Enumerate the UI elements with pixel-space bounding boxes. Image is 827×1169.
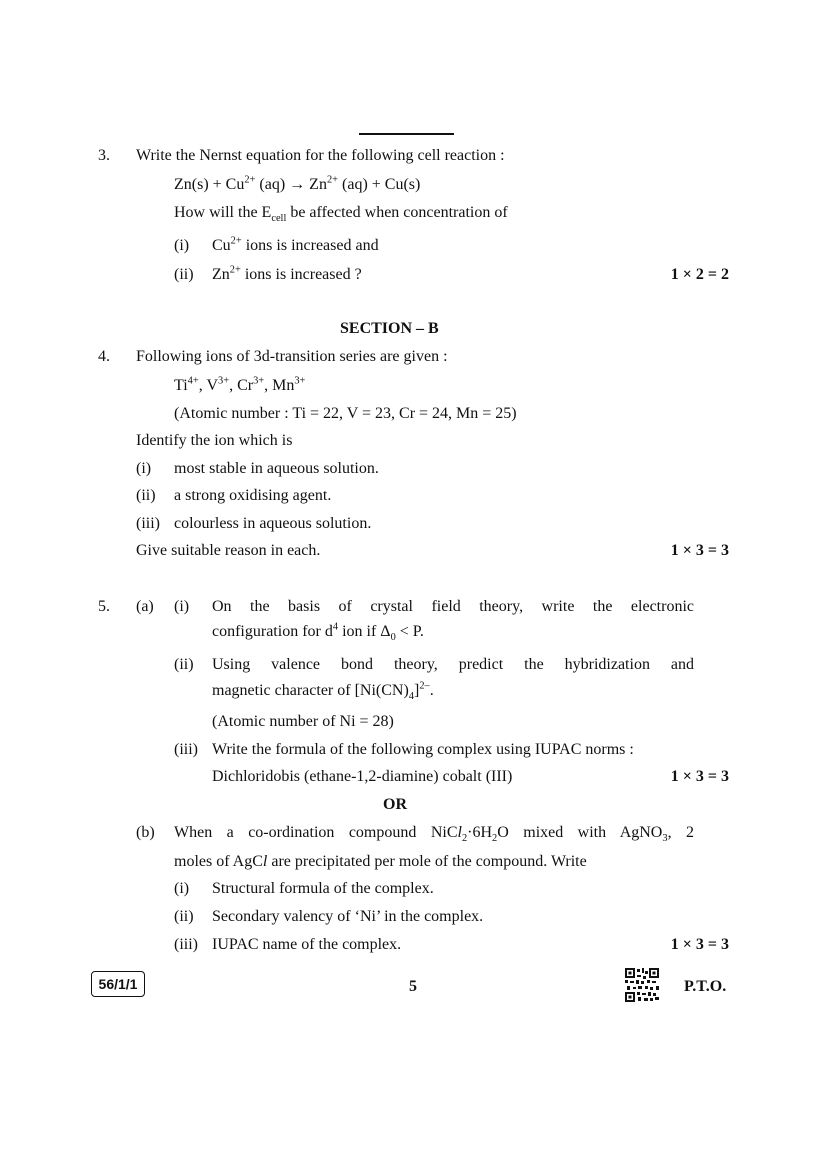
q5-number: 5. [98, 598, 110, 615]
q3-part-label: (ii) [174, 266, 194, 283]
q3-stem: Write the Nernst equation for the following cell reaction : [136, 147, 505, 164]
q4-ions: $Ti^{4+}$, $V^{3+}$, $Cr^{3+}$, $Mn^{3+}$ [174, 375, 306, 394]
q4-part-label: (i) [136, 460, 152, 477]
q5-a-marks: 1 × 3 = 3 [670, 768, 729, 785]
q4-reason: Give suitable reason in each. [136, 542, 321, 559]
q4-identify: Identify the ion which is [136, 432, 293, 449]
q5-a-label: (a) [136, 598, 154, 615]
q3-reaction: $Zn(s) + Cu^{2+}$ $(aq) \to Zn^{2+}$ (aq) + Cu(s) [174, 174, 421, 193]
pto-label: P.T.O. [684, 978, 727, 995]
q3-ask: How will the $E_{cell}$ be affected when concentration of [174, 204, 508, 225]
q5-b-part-text: Structural formula of the complex. [212, 880, 434, 897]
q4-part-text: most stable in aqueous solution. [174, 460, 379, 477]
page-number: 5 [409, 978, 417, 995]
q5-b-line2: moles of AgCl are precipitated per mole of the compound. Write [174, 853, 587, 870]
q5-a3-line1: Write the formula of the following complex using IUPAC norms : [212, 741, 634, 758]
q4-marks: 1 × 3 = 3 [670, 542, 729, 559]
q3-number: 3. [98, 147, 110, 164]
paper-code: 56/1/1 [91, 971, 145, 997]
q4-part-label: (iii) [136, 515, 160, 532]
q5-a2-line1: Using valence bond theory, predict the hybridization and [212, 656, 694, 673]
qr-code-icon [625, 968, 659, 1002]
q5-b-stem: When a co-ordination compound $NiCl_2\cdot 6H_2O$ mixed with AgNO$_3$, 2 [174, 824, 695, 845]
q5-b-part-text: Secondary valency of ‘Ni’ in the complex. [212, 908, 484, 925]
q5-b-label: (b) [136, 824, 155, 841]
section-heading: SECTION – B [340, 320, 439, 337]
q3-part-label: (i) [174, 237, 190, 254]
q4-part-text: a strong oxidising agent. [174, 487, 332, 504]
q4-atomic-numbers: (Atomic number : Ti = 22, V = 23, Cr = 24, Mn = 25) [174, 405, 517, 422]
q5-a2-label: (ii) [174, 656, 194, 673]
q3-marks: 1 × 2 = 2 [670, 266, 729, 283]
or-divider: OR [383, 796, 407, 813]
q5-b-part-label: (iii) [174, 936, 198, 953]
top-rule [359, 133, 454, 135]
q4-stem: Following ions of 3d-transition series are given : [136, 348, 448, 365]
q5-a2-line2: magnetic character of $[Ni(CN)_4]^{2-}$. [212, 680, 434, 703]
q4-number: 4. [98, 348, 110, 365]
q5-a3-line2: Dichloridobis (ethane-1,2-diamine) cobalt (III) [212, 768, 513, 785]
q5-b-part-text: IUPAC name of the complex. [212, 936, 402, 953]
q5-b-marks: 1 × 3 = 3 [670, 936, 729, 953]
q4-part-text: colourless in aqueous solution. [174, 515, 372, 532]
q5-a1-line1: On the basis of crystal field theory, write the electronic [212, 598, 694, 615]
q3-part-text: $Zn^{2+}$ ions is increased ? [212, 264, 362, 283]
q5-a3-label: (iii) [174, 741, 198, 758]
q5-a1-label: (i) [174, 598, 190, 615]
q3-part-text: $Cu^{2+}$ ions is increased and [212, 235, 379, 254]
q5-b-part-label: (i) [174, 880, 190, 897]
q4-part-label: (ii) [136, 487, 156, 504]
q5-b-part-label: (ii) [174, 908, 194, 925]
q5-a1-line2: configuration for $d^4$ ion if $\Delta_0 < P$. [212, 621, 424, 644]
q5-a2-atomic: (Atomic number of Ni = 28) [212, 713, 394, 730]
